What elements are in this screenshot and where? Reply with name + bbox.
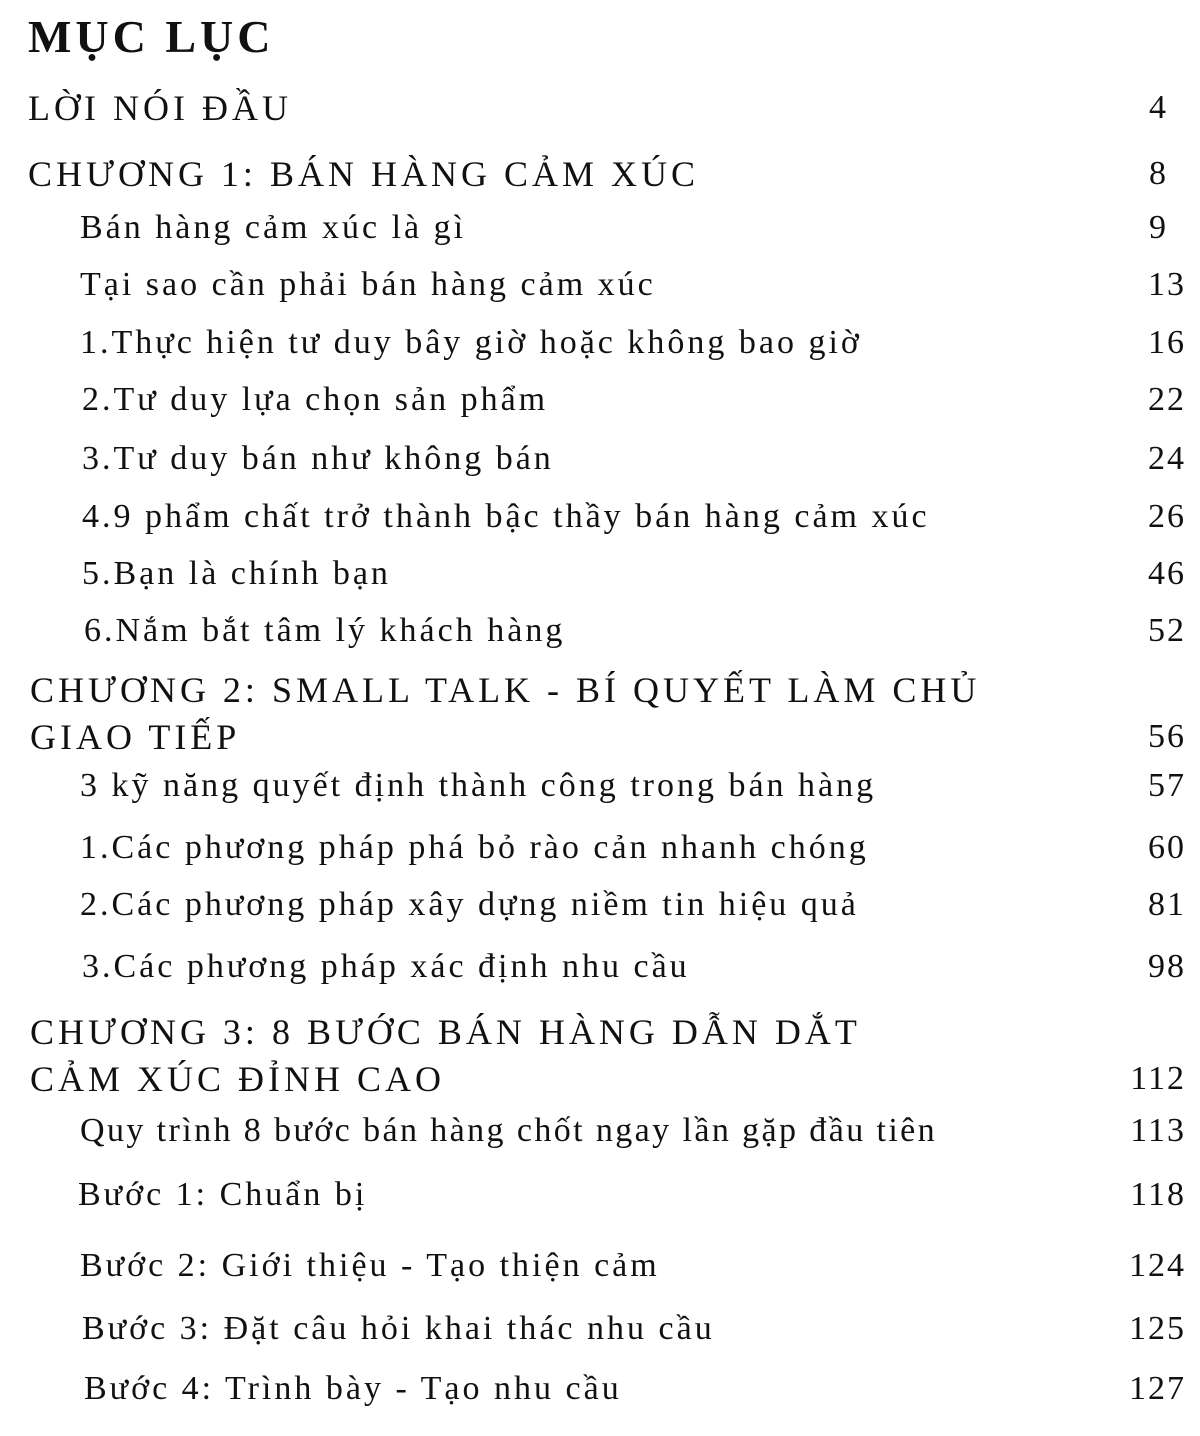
toc-entry-chapter-1[interactable]	[0, 152, 1200, 196]
toc-page-number: 60	[1148, 829, 1186, 866]
toc-heading: MỤC LỤC	[28, 11, 275, 62]
toc-entry-title-line-2: GIAO TIẾP	[30, 717, 241, 757]
toc-entry-title: Bán hàng cảm xúc là gì	[80, 209, 467, 246]
toc-page-number: 81	[1148, 886, 1186, 923]
toc-page-number: 57	[1148, 767, 1186, 804]
toc-entry[interactable]	[0, 437, 1200, 481]
toc-page-number: 24	[1148, 440, 1186, 477]
toc-entry-chapter-3[interactable]	[0, 1010, 1200, 1106]
toc-page-number: 98	[1148, 948, 1186, 985]
toc-page-number: 16	[1148, 324, 1186, 361]
toc-entry-title-line-1: CHƯƠNG 2: SMALL TALK - BÍ QUYẾT LÀM CHỦ	[30, 670, 981, 710]
toc-entry[interactable]	[0, 321, 1200, 365]
toc-entry[interactable]	[0, 378, 1200, 422]
toc-entry[interactable]	[0, 552, 1200, 596]
toc-page-number: 4	[1149, 89, 1168, 126]
toc-entry[interactable]	[0, 1307, 1200, 1351]
toc-entry-title: Quy trình 8 bước bán hàng chốt ngay lần gặp đầu tiên	[80, 1112, 938, 1149]
toc-entry-title: Bước 1: Chuẩn bị	[78, 1176, 368, 1213]
toc-entry-title: Bước 2: Giới thiệu - Tạo thiện cảm	[80, 1247, 660, 1284]
toc-entry[interactable]	[0, 883, 1200, 927]
toc-entry[interactable]	[0, 1367, 1200, 1411]
toc-entry[interactable]	[0, 495, 1200, 539]
toc-page-number: 22	[1148, 381, 1186, 418]
toc-entry-preface[interactable]	[0, 86, 1200, 130]
toc-entry-title: 5.Bạn là chính bạn	[82, 555, 391, 592]
toc-page-number: 112	[1130, 1060, 1186, 1097]
toc-entry-title: Bước 4: Trình bày - Tạo nhu cầu	[84, 1370, 622, 1407]
toc-entry-title: Tại sao cần phải bán hàng cảm xúc	[80, 266, 656, 303]
toc-page-number: 13	[1148, 266, 1186, 303]
toc-page-number: 8	[1149, 155, 1168, 192]
toc-entry-title-line-1: CHƯƠNG 3: 8 BƯỚC BÁN HÀNG DẪN DẮT	[30, 1012, 861, 1052]
toc-entry-title-line-2: CẢM XÚC ĐỈNH CAO	[30, 1059, 446, 1099]
toc-entry-chapter-2[interactable]	[0, 668, 1200, 764]
toc-entry[interactable]	[0, 945, 1200, 989]
toc-entry[interactable]	[0, 1109, 1200, 1153]
toc-entry-title: 6.Nắm bắt tâm lý khách hàng	[84, 612, 566, 649]
toc-page-number: 118	[1130, 1176, 1186, 1213]
toc-entry-title: LỜI NÓI ĐẦU	[28, 88, 292, 128]
toc-page-number: 113	[1130, 1112, 1186, 1149]
toc-page-number: 26	[1148, 498, 1186, 535]
toc-entry-title: 3.Tư duy bán như không bán	[82, 440, 554, 477]
toc-page-number: 127	[1129, 1370, 1186, 1407]
toc-page-number: 56	[1148, 718, 1186, 755]
toc-entry[interactable]	[0, 1244, 1200, 1288]
toc-page-number: 9	[1149, 209, 1168, 246]
toc-entry[interactable]	[0, 826, 1200, 870]
toc-entry[interactable]	[0, 1173, 1200, 1217]
toc-entry-title: 1.Các phương pháp phá bỏ rào cản nhanh chóng	[80, 829, 869, 866]
toc-entry-title: 3.Các phương pháp xác định nhu cầu	[82, 948, 690, 985]
toc-entry[interactable]	[0, 206, 1200, 250]
toc-entry-title: 4.9 phẩm chất trở thành bậc thầy bán hàng cảm xúc	[82, 498, 930, 535]
toc-page-number: 125	[1129, 1310, 1186, 1347]
toc-entry[interactable]	[0, 764, 1200, 808]
toc-entry-title: CHƯƠNG 1: BÁN HÀNG CẢM XÚC	[28, 154, 699, 194]
toc-entry-title: 2.Các phương pháp xây dựng niềm tin hiệu quả	[80, 886, 859, 923]
toc-entry-title: 3 kỹ năng quyết định thành công trong bán hàng	[80, 767, 877, 804]
toc-page-number: 52	[1148, 612, 1186, 649]
toc-entry-title: 1.Thực hiện tư duy bây giờ hoặc không bao giờ	[80, 324, 862, 361]
toc-page-number: 46	[1148, 555, 1186, 592]
toc-entry[interactable]	[0, 263, 1200, 307]
toc-page-number: 124	[1129, 1247, 1186, 1284]
toc-entry[interactable]	[0, 609, 1200, 653]
toc-entry-title: Bước 3: Đặt câu hỏi khai thác nhu cầu	[82, 1310, 715, 1347]
toc-entry-title: 2.Tư duy lựa chọn sản phẩm	[82, 381, 549, 418]
